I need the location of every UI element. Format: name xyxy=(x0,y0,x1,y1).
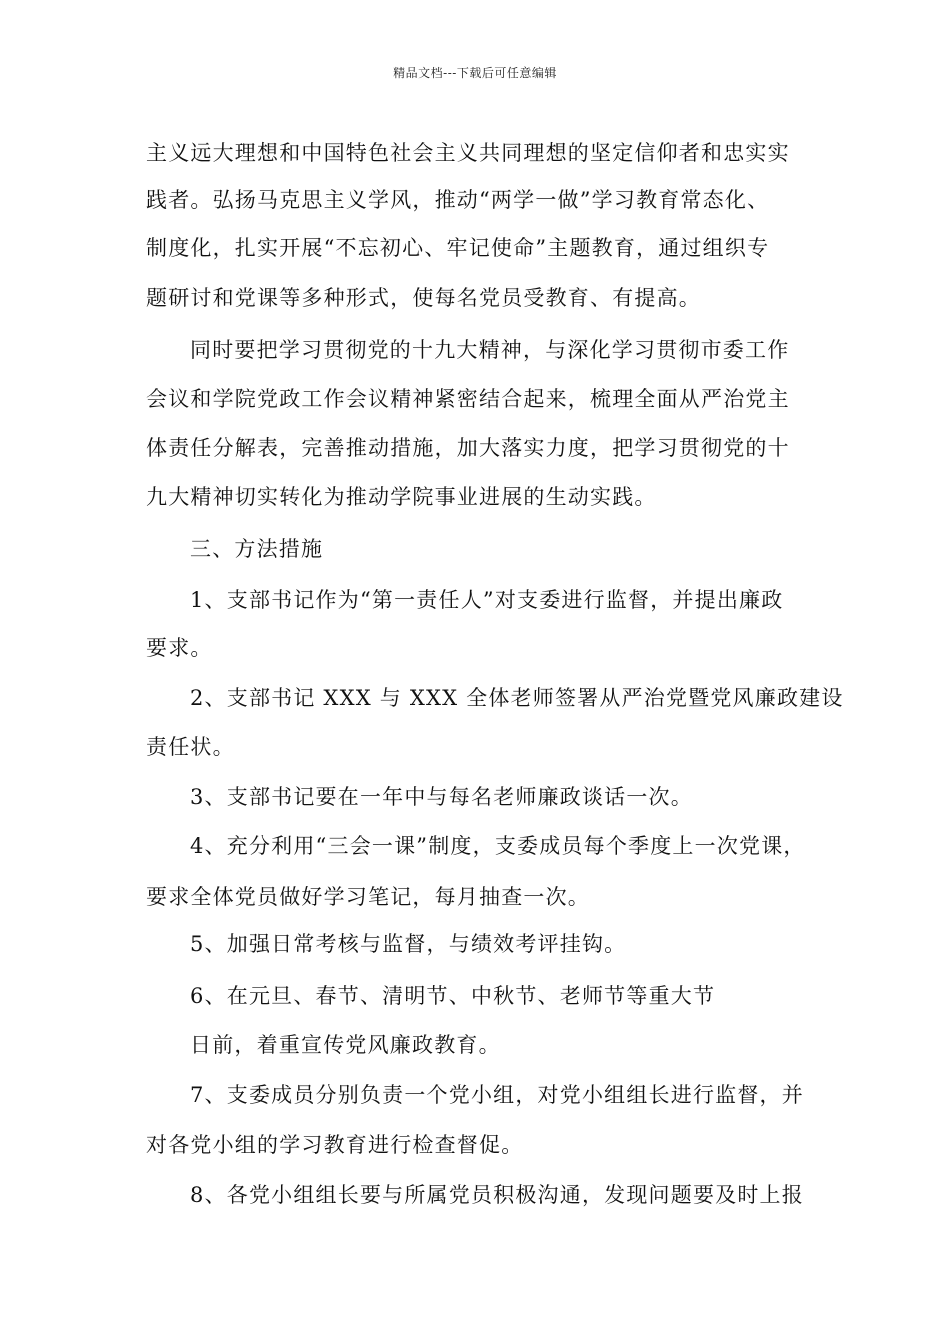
body-line: 要求。 xyxy=(146,636,213,660)
body-line: 会议和学院党政工作会议精神紧密结合起来，梳理全面从严治党主 xyxy=(146,387,790,411)
list-item-line: 7、支委成员分别负责一个党小组，对党小组组长进行监督，并 xyxy=(190,1083,804,1107)
list-item-line: 4、充分利用“三会一课”制度，支委成员每个季度上一次党课， xyxy=(190,834,806,858)
body-line: 九大精神切实转化为推动学院事业进展的生动实践。 xyxy=(146,485,657,509)
list-item-line: 8、各党小组组长要与所属党员积极沟通，发现问题要及时上报 xyxy=(190,1183,804,1207)
body-line: 题研讨和党课等多种形式，使每名党员受教育、有提高。 xyxy=(146,286,701,310)
section-heading: 三、方法措施 xyxy=(190,537,324,561)
list-item-line: 3、支部书记要在一年中与每名老师廉政谈话一次。 xyxy=(190,785,693,809)
list-item-line: 5、加强日常考核与监督，与绩效考评挂钩。 xyxy=(190,932,627,956)
list-item-line: 6、在元旦、春节、清明节、中秋节、老师节等重大节 xyxy=(190,984,716,1008)
body-line: 主义远大理想和中国特色社会主义共同理想的坚定信仰者和忠实实 xyxy=(146,141,790,165)
paragraph-start-line: 同时要把学习贯彻党的十九大精神，与深化学习贯彻市委工作 xyxy=(190,338,790,362)
body-line: 日前，着重宣传党风廉政教育。 xyxy=(190,1033,501,1057)
body-line: 责任状。 xyxy=(146,735,235,759)
body-line: 要求全体党员做好学习笔记，每月抽查一次。 xyxy=(146,885,590,909)
page-header: 精品文档---下载后可任意编辑 xyxy=(393,66,557,80)
body-line: 对各党小组的学习教育进行检查督促。 xyxy=(146,1133,524,1157)
body-line: 制度化，扎实开展“不忘初心、牢记使命”主题教育，通过组织专 xyxy=(146,236,770,260)
list-item-line: 2、支部书记 XXX 与 XXX 全体老师签署从严治党暨党风廉政建设 xyxy=(190,686,844,710)
list-item-line: 1、支部书记作为“第一责任人”对支委进行监督，并提出廉政 xyxy=(190,588,784,612)
body-line: 践者。弘扬马克思主义学风，推动“两学一做”学习教育常态化、 xyxy=(146,188,770,212)
body-line: 体责任分解表，完善推动措施，加大落实力度，把学习贯彻党的十 xyxy=(146,436,790,460)
